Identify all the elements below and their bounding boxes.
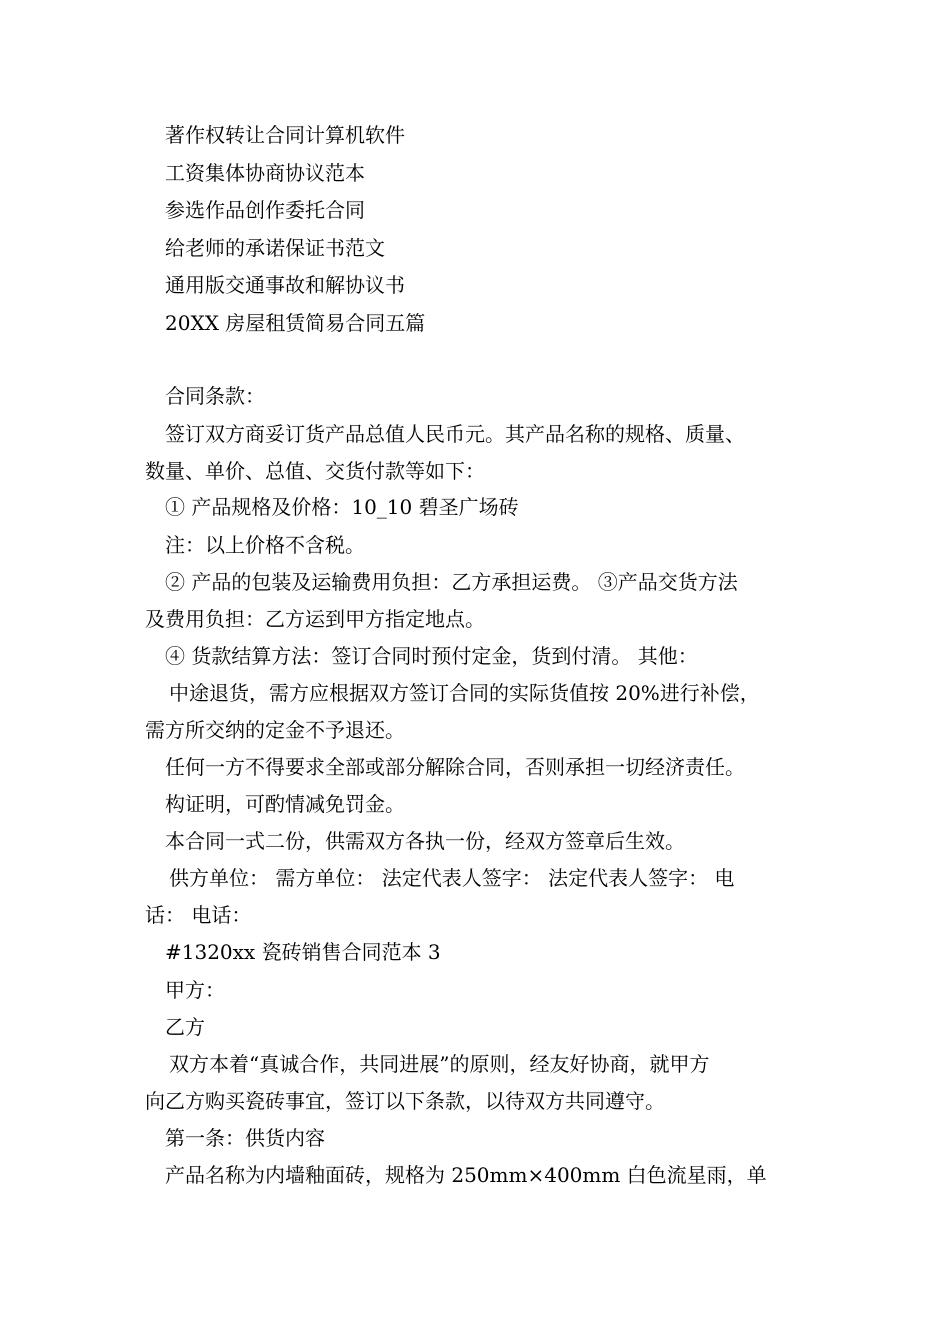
paragraph-line: 数量、单价、总值、交货付款等如下：: [145, 459, 485, 483]
paragraph-line: 乙方: [165, 1015, 205, 1039]
paragraph-line: 供方单位： 需方单位： 法定代表人签字： 法定代表人签字： 电: [169, 866, 735, 890]
paragraph-line: 需方所交纳的定金不予退还。: [145, 718, 405, 742]
related-link[interactable]: 通用版交通事故和解协议书: [165, 273, 405, 297]
paragraph-line: 中途退货，需方应根据双方签订合同的实际货值按 20%进行补偿，: [169, 681, 760, 705]
paragraph-line: 及费用负担：乙方运到甲方指定地点。: [145, 607, 485, 631]
related-link[interactable]: 20XX 房屋租赁简易合同五篇: [165, 311, 426, 335]
paragraph-line: 话： 电话：: [145, 903, 252, 927]
section-heading: #1320xx 瓷砖销售合同范本 3: [165, 940, 441, 964]
paragraph-line: ② 产品的包装及运输费用负担：乙方承担运费。 ③产品交货方法: [165, 570, 738, 594]
paragraph-line: 双方本着“真诚合作，共同进展”的原则，经友好协商，就甲方: [169, 1052, 710, 1076]
paragraph-line: 构证明，可酌情减免罚金。: [165, 792, 405, 816]
paragraph-line: 甲方：: [165, 978, 225, 1002]
paragraph-line: 本合同一式二份，供需双方各执一份，经双方签章后生效。: [165, 829, 685, 853]
paragraph-line: 产品名称为内墙釉面砖，规格为 250mm×400mm 白色流星雨，单: [165, 1163, 767, 1187]
related-link[interactable]: 给老师的承诺保证书范文: [165, 236, 385, 260]
paragraph-line: 签订双方商妥订货产品总值人民币元。其产品名称的规格、质量、: [165, 422, 745, 446]
paragraph-line: 注：以上价格不含税。: [165, 533, 365, 557]
paragraph-line: 任何一方不得要求全部或部分解除合同，否则承担一切经济责任。: [165, 755, 745, 779]
paragraph-line: ④ 货款结算方法：签订合同时预付定金，货到付清。 其他：: [165, 644, 698, 668]
section-heading: 合同条款：: [165, 384, 265, 408]
paragraph-line: 向乙方购买瓷砖事宜，签订以下条款，以待双方共同遵守。: [145, 1089, 665, 1113]
related-link[interactable]: 工资集体协商协议范本: [165, 161, 365, 185]
section-heading: 第一条：供货内容: [165, 1126, 325, 1150]
related-link[interactable]: 参选作品创作委托合同: [165, 198, 365, 222]
related-link[interactable]: 著作权转让合同计算机软件: [165, 123, 405, 147]
paragraph-line: ① 产品规格及价格：10_10 碧圣广场砖: [165, 495, 519, 519]
